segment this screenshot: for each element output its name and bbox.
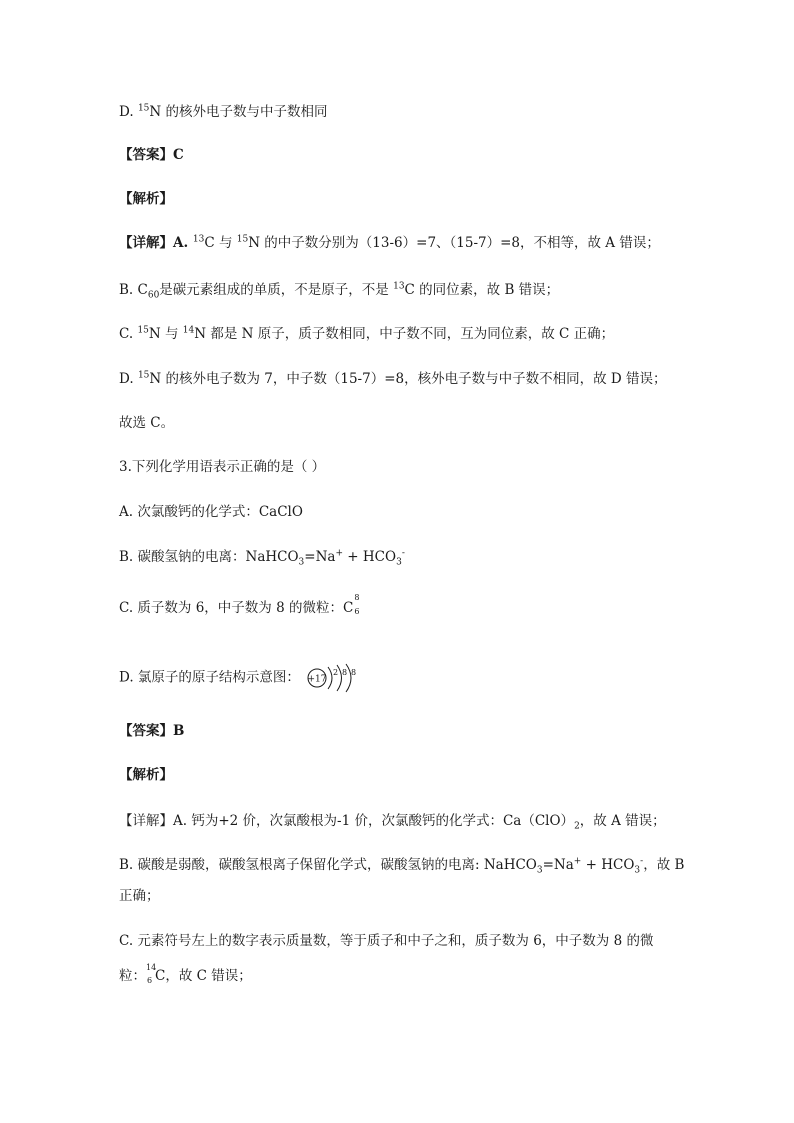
- q3-option-b: B. 碳酸氢钠的电离：NaHCO$_3$=Na+ + $HCO_3^-$: [119, 548, 405, 568]
- q3-option-a: A. 次氯酸钙的化学式：CaClO: [119, 504, 303, 520]
- q2-detail-c: C. $^{15}$N 与 $^{14}$N 都是 N 原子，质子数相同，中子数不同，互为同位素，故 C 正确；: [119, 325, 615, 342]
- q3-option-d: D. 氯原子的原子结构示意图： +17 2 8 8: [119, 663, 364, 693]
- nuclide-notation: 8 6: [354, 593, 360, 616]
- nuclide-notation: 14 6: [146, 963, 157, 985]
- shell-2-electrons: 8: [342, 668, 348, 677]
- nucleus-charge: +17: [307, 674, 327, 685]
- q2-analysis-heading: 【解析】: [119, 191, 173, 207]
- q3-detail-b-line1: B. 碳酸是弱酸，碳酸氢根离子保留化学式，碳酸氢钠的电离: NaHCO$_3$=Na+ + $HCO_3^-$，故 B: [119, 856, 685, 876]
- q2-option-d: D. $^{15}$N 的核外电子数与中子数相同: [119, 103, 328, 120]
- q3-stem: 3.下列化学用语表示正确的是（ ）: [119, 459, 326, 475]
- q2-detail-b: B. $C_{60}$是碳元素组成的单质，不是原子，不是 $^{13}$C 的同位素，故 B 错误；: [119, 281, 560, 301]
- q2-detail-d: D. $^{15}$N 的核外电子数为 7，中子数（15-7）=8，核外电子数与中子数不相同，故 D 错误；: [119, 370, 667, 387]
- q3-analysis-heading: 【解析】: [119, 767, 173, 783]
- q3-option-c: C. 质子数为 6，中子数为 8 的微粒：C 8 6: [119, 600, 362, 616]
- q3-detail-a: 【详解】A. 钙为+2 价，次氯酸根为-1 价，次氯酸钙的化学式：$Ca(ClO)_2$，故 A 错误；: [119, 813, 666, 832]
- shell-3-electrons: 8: [351, 668, 357, 677]
- q3-detail-c-line1: C. 元素符号左上的数字表示质量数，等于质子和中子之和，质子数为 6，中子数为 8 的微: [119, 933, 654, 949]
- q3-answer: 【答案】B: [119, 723, 185, 739]
- q2-answer: 【答案】C: [119, 147, 184, 163]
- q2-detail-a: 【详解】A. $^{13}$C 与 $^{15}$N 的中子数分别为（13-6）=7、（15-7）=8，不相等，故 A 错误；: [119, 234, 660, 251]
- q3-detail-b-line2: 正确；: [119, 888, 160, 904]
- chlorine-atom-structure-diagram: [306, 663, 364, 693]
- shell-1-electrons: 2: [333, 668, 339, 677]
- q2-choose: 故选 C。: [119, 415, 175, 431]
- q3-detail-c-line2: 粒： 14 6 C，故 C 错误；: [119, 963, 252, 985]
